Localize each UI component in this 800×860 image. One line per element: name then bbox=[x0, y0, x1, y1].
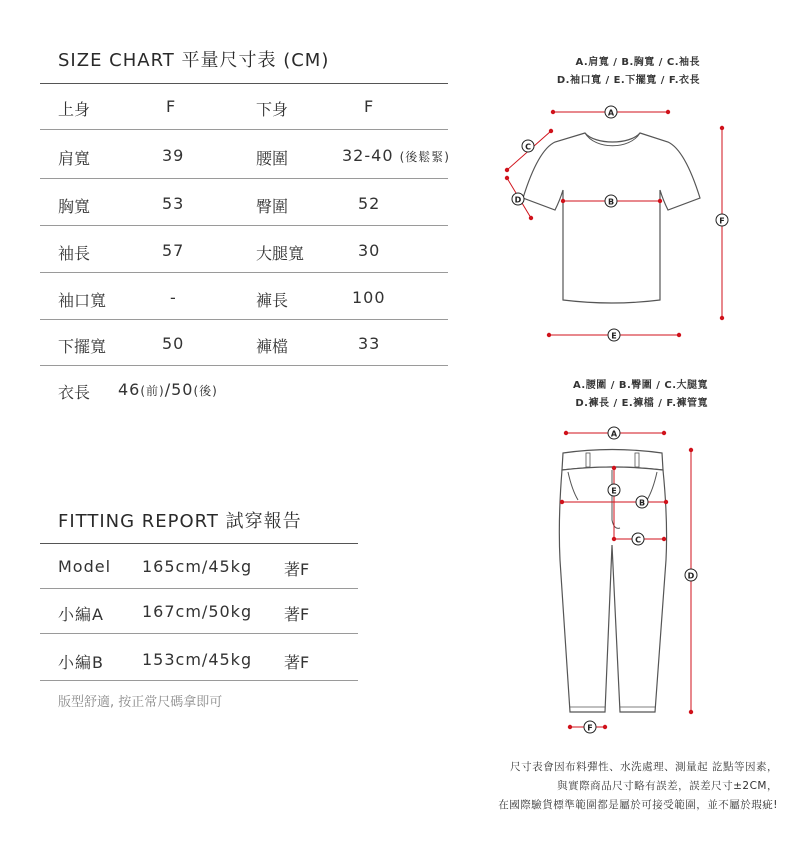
marker-e bbox=[608, 484, 620, 496]
row-label-waist: 腰圍 bbox=[256, 149, 289, 168]
fit-measure: 167cm/50kg bbox=[142, 602, 253, 621]
measure-dot bbox=[677, 333, 681, 337]
measure-dot bbox=[603, 725, 607, 729]
marker-c bbox=[632, 533, 644, 545]
marker-c bbox=[522, 140, 534, 152]
row-value-rise: 33 bbox=[358, 334, 381, 353]
marker-a bbox=[608, 427, 620, 439]
svg-text:F: F bbox=[587, 723, 593, 733]
row-label-hem: 下擺寬 bbox=[58, 337, 107, 356]
pants-diagram bbox=[559, 427, 697, 733]
row-value-cuff: - bbox=[170, 288, 177, 307]
measure-dot bbox=[564, 431, 568, 435]
measure-dot bbox=[505, 176, 509, 180]
marker-a bbox=[605, 106, 617, 118]
row-label-sleeve: 袖長 bbox=[58, 244, 91, 263]
marker-d bbox=[512, 193, 524, 205]
disclaimer-line3: 在國際驗貨標準範圍都是屬於可接受範圍，並不屬於瑕疵! bbox=[498, 799, 778, 811]
tee-legend-line1: A.肩寬 / B.胸寬 / C.袖長 bbox=[575, 57, 700, 68]
measure-dot bbox=[568, 725, 572, 729]
header-bottom-label: 下身 bbox=[256, 100, 289, 119]
measure-dot bbox=[549, 129, 553, 133]
length-front-note: (前) bbox=[140, 384, 165, 398]
row-value-hip: 52 bbox=[358, 194, 381, 213]
header-top-label: 上身 bbox=[58, 100, 91, 119]
row-label-thigh: 大腿寬 bbox=[256, 244, 305, 263]
measure-dot bbox=[505, 168, 509, 172]
row-value-pants-length: 100 bbox=[352, 288, 386, 307]
size-chart-title: SIZE CHART 平量尺寸表 (CM) bbox=[58, 50, 330, 71]
fit-name: 小編A bbox=[58, 605, 104, 624]
row-label-rise: 褲檔 bbox=[256, 337, 289, 356]
pants-outline bbox=[559, 467, 666, 712]
disclaimer-line2: 與實際商品尺寸略有誤差，誤差尺寸±2CM， bbox=[557, 780, 778, 792]
tshirt-diagram bbox=[505, 106, 728, 341]
marker-d bbox=[685, 569, 697, 581]
measure-dot bbox=[666, 110, 670, 114]
length-separator: / bbox=[164, 380, 172, 399]
measure-dot bbox=[662, 537, 666, 541]
fit-measure: 165cm/45kg bbox=[142, 557, 253, 576]
length-back-note: (後) bbox=[193, 384, 218, 398]
measure-dot bbox=[561, 199, 565, 203]
measure-dot bbox=[612, 466, 616, 470]
row-label-cuff: 袖口寬 bbox=[58, 291, 107, 310]
marker-e bbox=[608, 329, 620, 341]
measure-dot bbox=[689, 448, 693, 452]
svg-text:F: F bbox=[719, 216, 725, 226]
measure-dot bbox=[664, 500, 668, 504]
marker-f bbox=[584, 721, 596, 733]
header-bottom-size: F bbox=[364, 97, 374, 116]
svg-text:E: E bbox=[611, 486, 617, 496]
marker-b bbox=[605, 195, 617, 207]
marker-b bbox=[636, 496, 648, 508]
length-front-value: 46 bbox=[118, 380, 141, 399]
svg-text:D: D bbox=[687, 571, 695, 581]
disclaimer-line1: 尺寸表會因布料彈性、水洗處理、測量起 訖點等因素， bbox=[510, 761, 778, 773]
row-label-pants-length: 褲長 bbox=[256, 291, 289, 310]
svg-text:B: B bbox=[638, 498, 646, 508]
row-value-shoulder: 39 bbox=[162, 146, 185, 165]
svg-text:C: C bbox=[525, 142, 531, 152]
svg-text:B: B bbox=[607, 197, 615, 207]
pants-legend-line2: D.褲長 / E.褲檔 / F.褲管寬 bbox=[575, 398, 708, 409]
fit-note: 版型舒適, 按正常尺碼拿即可 bbox=[58, 695, 223, 710]
measure-dot bbox=[720, 126, 724, 130]
measure-dot bbox=[551, 110, 555, 114]
row-label-length: 衣長 bbox=[58, 383, 91, 402]
measure-dot bbox=[547, 333, 551, 337]
fit-measure: 153cm/45kg bbox=[142, 650, 253, 669]
row-value-chest: 53 bbox=[162, 194, 185, 213]
fit-size: 著F bbox=[284, 605, 310, 624]
measure-dot bbox=[720, 316, 724, 320]
tshirt-outline bbox=[523, 133, 700, 303]
svg-text:E: E bbox=[611, 331, 617, 341]
svg-text:D: D bbox=[514, 195, 522, 205]
svg-text:C: C bbox=[635, 535, 641, 545]
fit-name: Model bbox=[58, 557, 112, 576]
svg-text:A: A bbox=[610, 429, 618, 439]
row-value-sleeve: 57 bbox=[162, 241, 185, 260]
measure-dot bbox=[658, 199, 662, 203]
waist-note: (後鬆緊) bbox=[399, 150, 450, 164]
tee-legend-line2: D.袖口寬 / E.下擺寬 / F.衣長 bbox=[556, 75, 700, 86]
row-value-hem: 50 bbox=[162, 334, 185, 353]
row-label-hip: 臀圍 bbox=[256, 197, 289, 216]
fit-name: 小編B bbox=[58, 653, 104, 672]
measure-dot bbox=[560, 500, 564, 504]
length-back-value: 50 bbox=[171, 380, 194, 399]
row-value-thigh: 30 bbox=[358, 241, 381, 260]
waist-value: 32-40 bbox=[342, 146, 394, 165]
measure-dot bbox=[689, 710, 693, 714]
fit-size: 著F bbox=[284, 560, 310, 579]
svg-text:A: A bbox=[607, 108, 615, 118]
row-label-shoulder: 肩寬 bbox=[58, 149, 91, 168]
header-top-size: F bbox=[166, 97, 176, 116]
fit-size: 著F bbox=[284, 653, 310, 672]
row-label-chest: 胸寬 bbox=[58, 197, 91, 216]
pants-legend-line1: A.腰圍 / B.臀圍 / C.大腿寬 bbox=[572, 380, 708, 391]
measure-dot bbox=[529, 216, 533, 220]
fitting-report-title: FITTING REPORT 試穿報告 bbox=[58, 511, 302, 532]
measure-dot bbox=[662, 431, 666, 435]
marker-f bbox=[716, 214, 728, 226]
disclaimer bbox=[438, 758, 778, 815]
